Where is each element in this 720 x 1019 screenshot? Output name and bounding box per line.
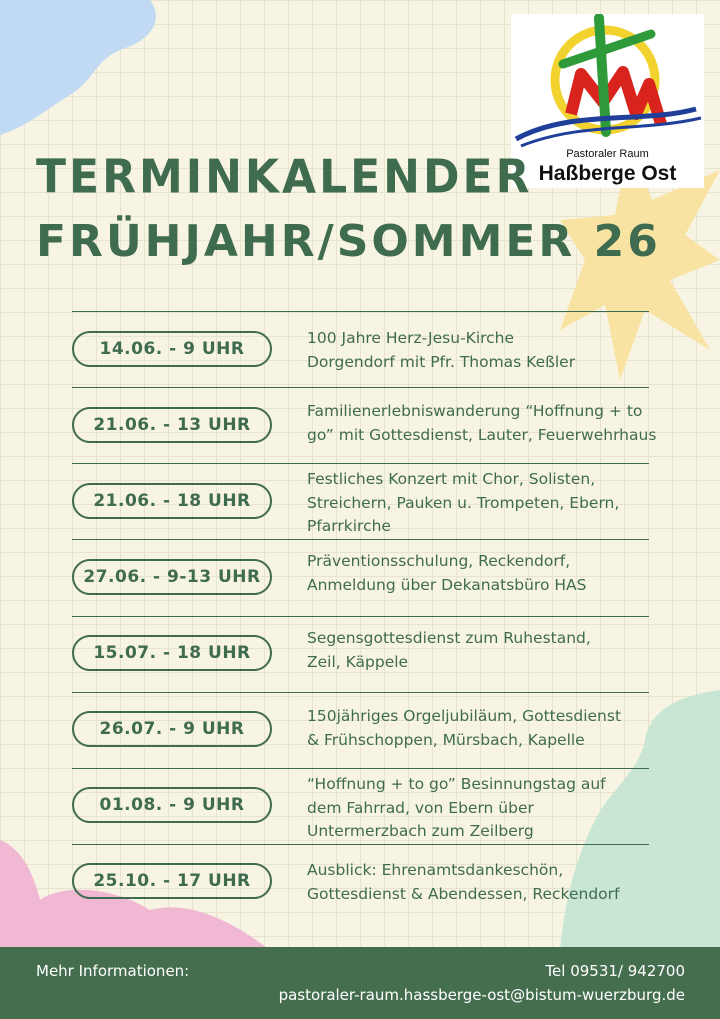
logo-subtitle: Pastoraler Raum [566,148,649,160]
event-divider [72,387,649,388]
event-divider [72,844,649,845]
event-description-line: Ausblick: Ehrenamtsdankeschön, [307,861,564,879]
event-description [307,327,707,374]
event-description [307,859,707,906]
event-description-line: Segensgottesdienst zum Ruhestand, [307,629,591,647]
event-divider [72,692,649,693]
logo-emblem-icon [511,14,704,148]
footer-phone: Tel 09531/ 942700 [545,962,685,980]
footer-label: Mehr Informationen: [36,962,190,980]
event-description [307,468,707,539]
event-description-line: 150jähriges Orgeljubiläum, Gottesdienst [307,707,622,725]
event-description-line: Streichern, Pauken u. Trompeten, Ebern, [307,493,620,512]
event-description-line: Dorgendorf mit Pfr. Thomas Keßler [307,352,576,371]
event-description-line: 100 Jahre Herz-Jesu-Kirche [307,329,515,347]
event-description-line: Gottesdienst & Abendessen, Reckendorf [307,884,620,903]
parish-logo [511,14,704,188]
event-divider [72,311,649,312]
event-date-badge: 21.06. - 18 UHR [72,483,272,519]
event-description-line: Präventionsschulung, Reckendorf, [307,552,571,570]
event-description [307,705,707,752]
event-date-badge: 14.06. - 9 UHR [72,331,272,367]
event-description [307,627,707,674]
event-description-line: & Frühschoppen, Mürsbach, Kapelle [307,730,585,749]
event-description-line: Untermerzbach zum Zeilberg [307,822,534,840]
event-description-line: go” mit Gottesdienst, Lauter, Feuerwehrhaus [307,425,657,444]
event-description-line: Familienerlebniswanderung “Hoffnung + to [307,402,643,420]
event-description-line: Festliches Konzert mit Chor, Solisten, [307,470,596,488]
event-divider [72,616,649,617]
event-description [307,550,707,597]
event-divider [72,463,649,464]
event-date-badge: 25.10. - 17 UHR [72,863,272,899]
footer-email[interactable]: pastoraler-raum.hassberge-ost@bistum-wuerzburg.de [278,986,685,1004]
event-description-line: dem Fahrrad, von Ebern über [307,798,534,817]
event-divider [72,539,649,540]
event-description [307,400,707,447]
event-description-line: Pfarrkirche [307,517,391,535]
logo-name: Haßberge Ost [538,162,677,185]
blue-blob-decoration [0,0,170,140]
event-date-badge: 21.06. - 13 UHR [72,407,272,443]
event-divider [72,768,649,769]
event-date-badge: 27.06. - 9-13 UHR [72,559,272,595]
event-date-badge: 26.07. - 9 UHR [72,711,272,747]
event-date-badge: 01.08. - 9 UHR [72,787,272,823]
event-date-badge: 15.07. - 18 UHR [72,635,272,671]
event-description [307,773,707,844]
page-title-line1: TERMINKALENDER [36,150,533,205]
page-title-line2: FRÜHJAHR/SOMMER 26 [36,216,661,267]
event-description-line: Zeil, Käppele [307,652,409,671]
footer [0,947,720,1019]
event-description-line: Anmeldung über Dekanatsbüro HAS [307,575,587,594]
event-description-line: “Hoffnung + to go” Besinnungstag auf [307,775,606,793]
